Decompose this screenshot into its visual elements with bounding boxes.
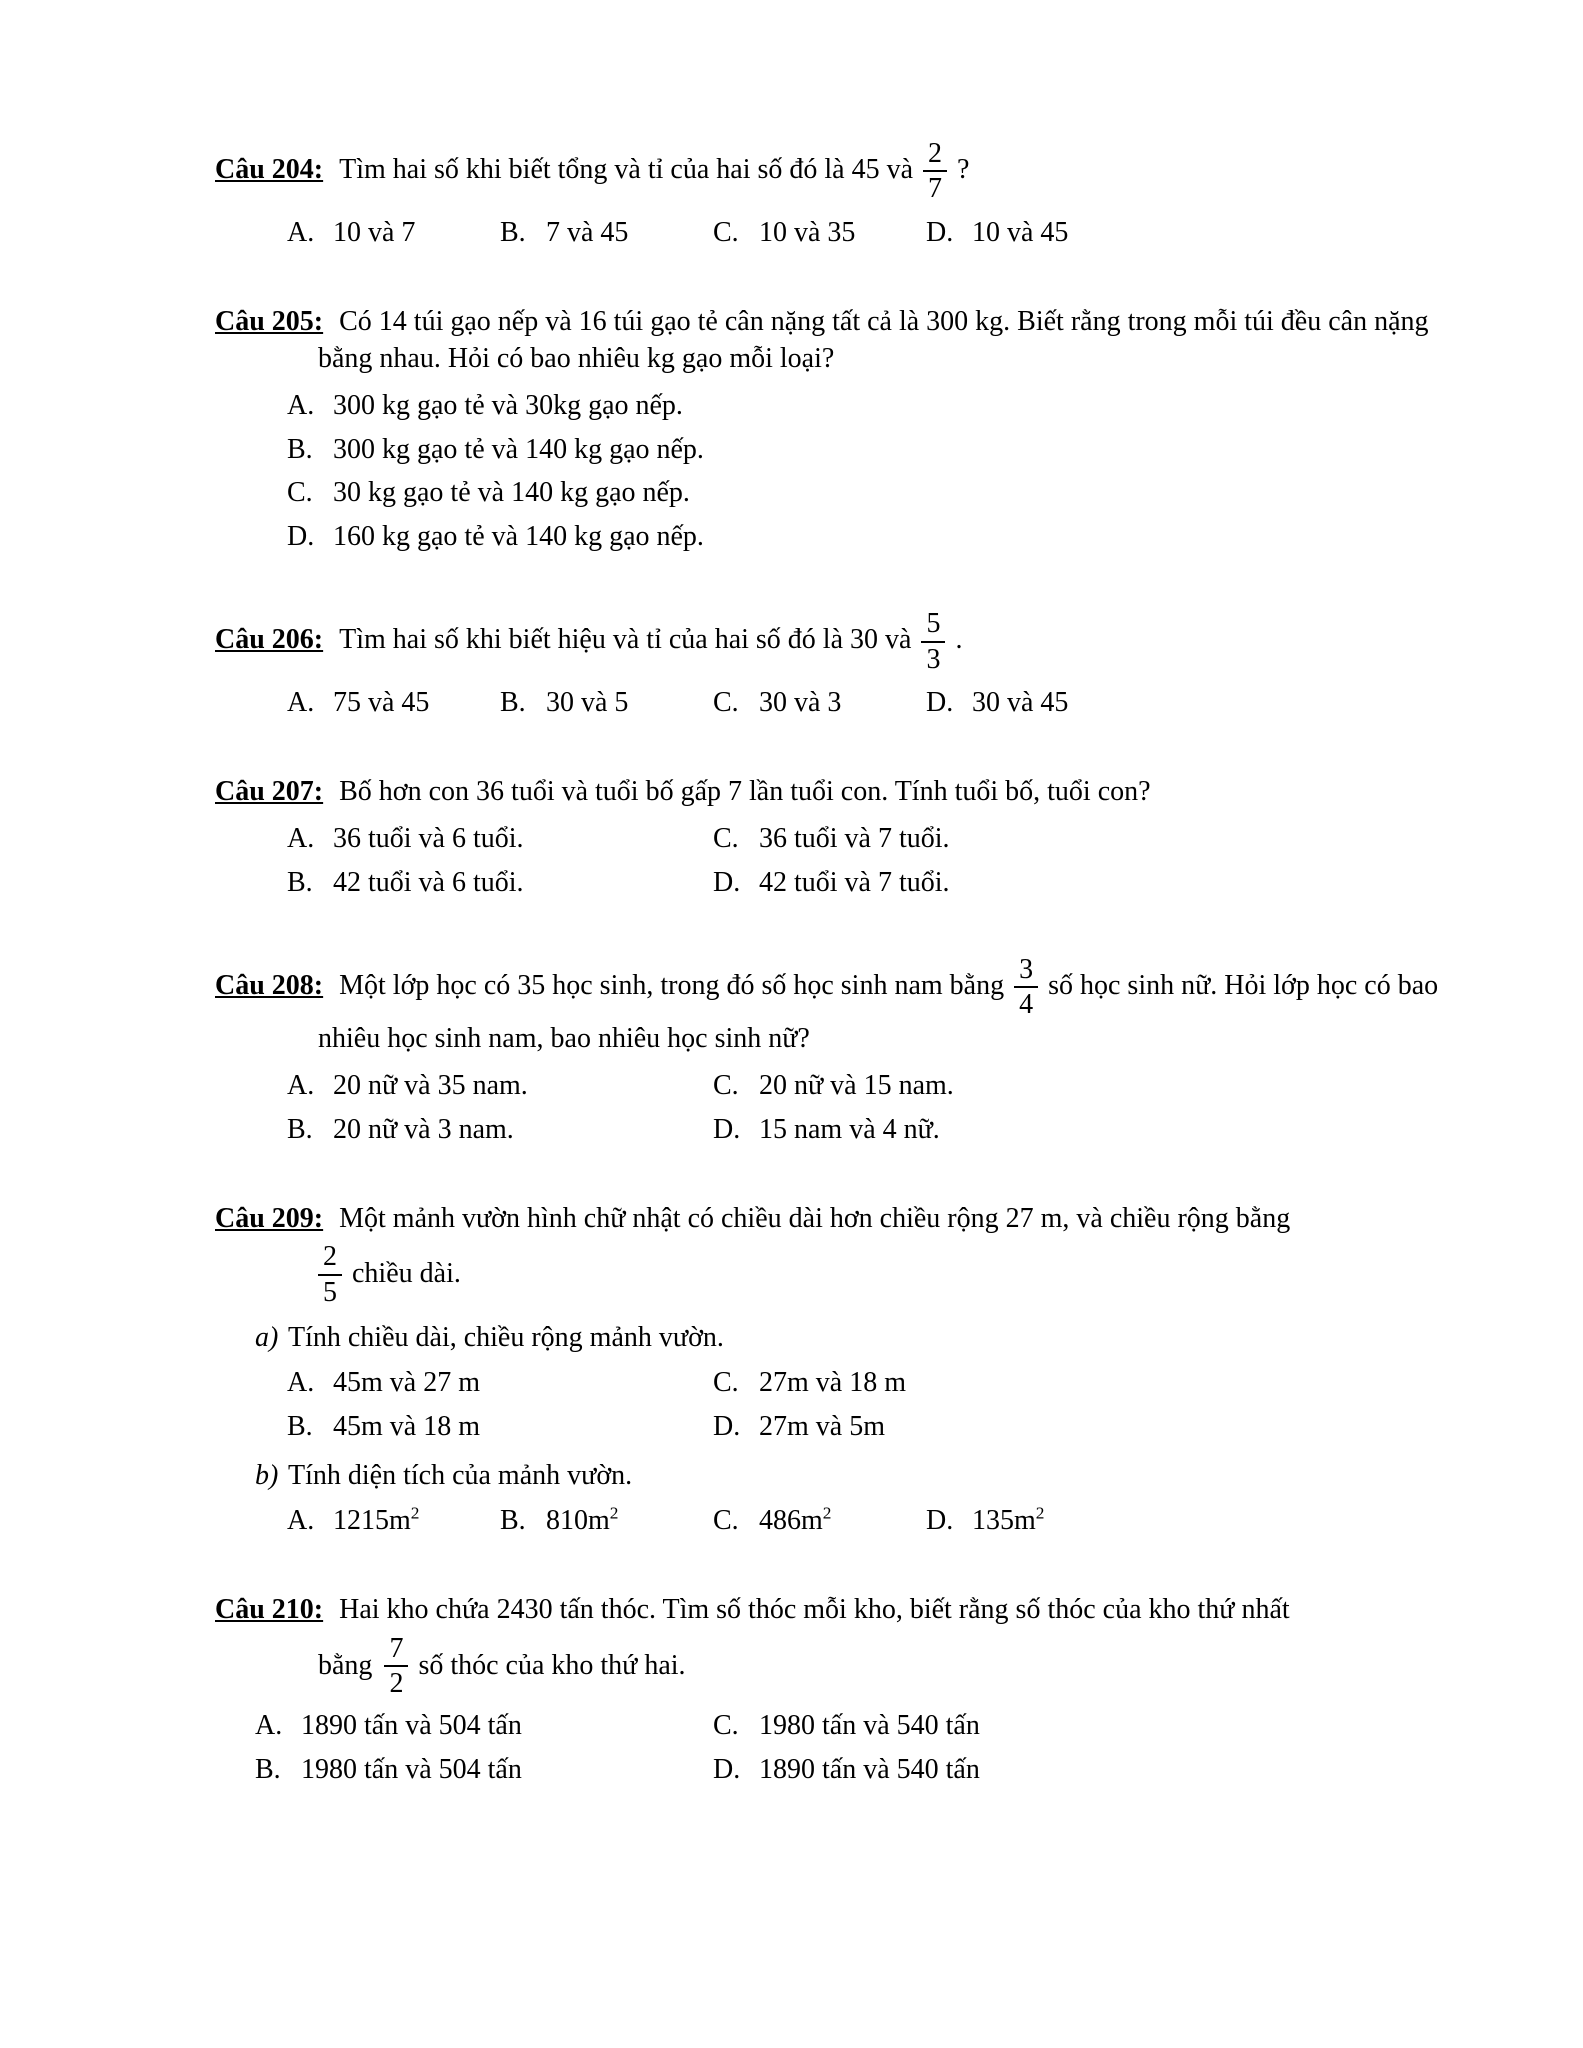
question-210-fraction-line [318, 1633, 1463, 1700]
question-210 [215, 1592, 1463, 1789]
option-text: 75 và 45 [333, 687, 430, 719]
option-label: B. [500, 216, 526, 248]
fraction-2-5 [318, 1241, 342, 1308]
fraction-denominator: 7 [928, 173, 943, 205]
option-label: C. [713, 1709, 739, 1741]
option-text: 42 tuổi và 7 tuổi. [759, 866, 950, 898]
question-206-body-before: Tìm hai số khi biết hiệu và tỉ của hai số đó là 30 và [339, 624, 912, 656]
option-superscript: 2 [1035, 1503, 1045, 1523]
option-label: D. [926, 216, 954, 248]
fraction-denominator: 3 [926, 643, 941, 675]
question-204-options [287, 215, 1463, 252]
option-text: 160 kg gạo tẻ và 140 kg gạo nếp. [333, 521, 704, 553]
question-204 [215, 138, 1463, 252]
option-label: A. [287, 823, 315, 855]
question-208-text [215, 954, 1463, 1058]
question-208-number: Câu 208: [215, 969, 324, 1001]
option-label: D. [926, 687, 954, 719]
option-superscript: 2 [609, 1503, 619, 1523]
part-a-prompt: Tính chiều dài, chiều rộng mảnh vườn. [288, 1322, 724, 1354]
option-209b-A [287, 1503, 500, 1540]
option-label: A. [287, 389, 315, 421]
question-209-fraction-after: chiều dài. [352, 1258, 461, 1290]
question-209-body: Một mảnh vườn hình chữ nhật có chiều dài hơn chiều rộng 27 m, và chiều rộng bằng [339, 1202, 1291, 1234]
option-208-B [287, 1112, 713, 1149]
option-label: B. [287, 433, 313, 465]
option-label: D. [713, 1411, 741, 1443]
question-210-body: Hai kho chứa 2430 tấn thóc. Tìm số thóc mỗi kho, biết rằng số thóc của kho thứ nhất [339, 1593, 1290, 1625]
question-206 [215, 608, 1463, 722]
question-210-text [215, 1592, 1463, 1629]
option-label: A. [287, 1367, 315, 1399]
option-label: B. [255, 1753, 281, 1785]
option-label: B. [287, 1411, 313, 1443]
fraction-denominator: 4 [1019, 989, 1034, 1021]
option-text: 7 và 45 [546, 216, 629, 248]
option-label: A. [287, 216, 315, 248]
option-209a-D [713, 1409, 1387, 1446]
option-text: 1890 tấn và 540 tấn [759, 1753, 980, 1785]
option-210-B [255, 1752, 713, 1789]
option-209a-A [287, 1365, 713, 1402]
option-label: A. [287, 687, 315, 719]
question-208-body-after: số học sinh nữ. Hỏi lớp học có bao nhiêu học sinh nam, bao nhiêu học sinh nữ? [318, 969, 1439, 1054]
question-209-part-a [255, 1320, 1463, 1357]
option-209b-D [926, 1503, 1044, 1540]
option-text: 1980 tấn và 540 tấn [759, 1709, 980, 1741]
question-209a-options [287, 1365, 1387, 1446]
fraction-numerator: 5 [921, 608, 945, 642]
option-204-D [926, 215, 1068, 252]
option-text: 20 nữ và 3 nam. [333, 1113, 514, 1145]
fraction-7-2 [384, 1633, 408, 1700]
option-text: 27m và 18 m [759, 1367, 906, 1399]
option-text: 30 và 45 [972, 687, 1069, 719]
option-207-C [713, 821, 1387, 858]
option-204-B [500, 215, 713, 252]
fraction-5-3 [921, 608, 945, 675]
option-label: A. [287, 1069, 315, 1101]
option-label: B. [287, 1113, 313, 1145]
question-209-number: Câu 209: [215, 1202, 324, 1234]
question-209-text [215, 1201, 1463, 1238]
option-label: C. [713, 823, 739, 855]
option-label: C. [713, 687, 739, 719]
question-207 [215, 774, 1463, 902]
option-text: 1980 tấn và 504 tấn [301, 1753, 522, 1785]
option-text: 810m [546, 1504, 610, 1536]
option-label: D. [926, 1504, 954, 1536]
option-text: 15 nam và 4 nữ. [759, 1113, 940, 1145]
option-label: C. [713, 1069, 739, 1101]
question-206-options [287, 685, 1463, 722]
question-208 [215, 954, 1463, 1149]
option-label: B. [500, 1504, 526, 1536]
question-210-line2-after: số thóc của kho thứ hai. [418, 1649, 686, 1681]
option-206-D [926, 685, 1068, 722]
question-205-options [287, 388, 1463, 557]
option-205-A [287, 388, 1463, 425]
question-206-body-after: . [955, 624, 963, 656]
option-text: 20 nữ và 35 nam. [333, 1069, 528, 1101]
option-208-C [713, 1068, 1387, 1105]
option-209a-C [713, 1365, 1387, 1402]
option-text: 300 kg gạo tẻ và 30kg gạo nếp. [333, 389, 683, 421]
option-204-C [713, 215, 926, 252]
option-204-A [287, 215, 500, 252]
option-209a-B [287, 1409, 713, 1446]
option-text: 30 và 3 [759, 687, 842, 719]
option-text: 27m và 5m [759, 1411, 885, 1443]
option-210-C [713, 1708, 1355, 1745]
option-text: 30 kg gạo tẻ và 140 kg gạo nếp. [333, 477, 690, 509]
option-206-B [500, 685, 713, 722]
question-204-number: Câu 204: [215, 153, 324, 185]
option-text: 30 và 5 [546, 687, 629, 719]
option-label: D. [713, 866, 741, 898]
option-label: C. [713, 1504, 739, 1536]
part-a-marker: a) [255, 1322, 279, 1354]
option-206-C [713, 685, 926, 722]
option-text: 36 tuổi và 7 tuổi. [759, 823, 950, 855]
question-205-text [215, 304, 1463, 378]
option-text: 10 và 35 [759, 216, 856, 248]
option-label: D. [287, 521, 315, 553]
option-207-B [287, 865, 713, 902]
option-207-D [713, 865, 1387, 902]
fraction-numerator: 7 [384, 1633, 408, 1667]
question-206-number: Câu 206: [215, 624, 324, 656]
option-text: 1890 tấn và 504 tấn [301, 1709, 522, 1741]
option-205-B [287, 432, 1463, 469]
question-205 [215, 304, 1463, 557]
option-text: 42 tuổi và 6 tuổi. [333, 866, 524, 898]
fraction-numerator: 2 [318, 1241, 342, 1275]
option-text: 10 và 45 [972, 216, 1069, 248]
question-209b-options [287, 1503, 1463, 1540]
option-label: D. [713, 1753, 741, 1785]
option-label: C. [713, 216, 739, 248]
option-210-A [255, 1708, 713, 1745]
question-209-fraction-line [318, 1241, 1463, 1308]
question-208-options [287, 1068, 1387, 1149]
question-204-text [215, 138, 1463, 205]
option-label: B. [500, 687, 526, 719]
fraction-3-4 [1014, 954, 1038, 1021]
option-text: 300 kg gạo tẻ và 140 kg gạo nếp. [333, 433, 704, 465]
option-text: 135m [972, 1504, 1036, 1536]
question-209-part-b [255, 1458, 1463, 1495]
option-label: A. [287, 1504, 315, 1536]
question-206-text [215, 608, 1463, 675]
option-label: C. [713, 1367, 739, 1399]
question-207-body: Bố hơn con 36 tuổi và tuổi bố gấp 7 lần tuổi con. Tính tuổi bố, tuổi con? [339, 776, 1151, 808]
option-label: C. [287, 477, 313, 509]
question-209 [215, 1201, 1463, 1540]
question-207-number: Câu 207: [215, 776, 324, 808]
option-205-C [287, 475, 1463, 512]
option-label: B. [287, 866, 313, 898]
question-205-number: Câu 205: [215, 305, 324, 337]
part-b-prompt: Tính diện tích của mảnh vườn. [288, 1460, 633, 1492]
question-208-body-before: Một lớp học có 35 học sinh, trong đó số học sinh nam bằng [339, 969, 1005, 1001]
option-210-D [713, 1752, 1355, 1789]
option-label: D. [713, 1113, 741, 1145]
option-text: 486m [759, 1504, 823, 1536]
question-207-text [215, 774, 1463, 811]
fraction-numerator: 2 [923, 138, 947, 172]
question-207-options [287, 821, 1387, 902]
option-206-A [287, 685, 500, 722]
option-label: A. [255, 1709, 283, 1741]
option-207-A [287, 821, 713, 858]
fraction-numerator: 3 [1014, 954, 1038, 988]
option-text: 36 tuổi và 6 tuổi. [333, 823, 524, 855]
option-text: 10 và 7 [333, 216, 416, 248]
fraction-2-7 [923, 138, 947, 205]
question-204-body-after: ? [957, 153, 970, 185]
question-210-options [255, 1708, 1355, 1789]
option-text: 1215m [333, 1504, 411, 1536]
question-210-number: Câu 210: [215, 1593, 324, 1625]
option-205-D [287, 519, 1463, 556]
option-superscript: 2 [410, 1503, 420, 1523]
option-superscript: 2 [822, 1503, 832, 1523]
option-209b-B [500, 1503, 713, 1540]
fraction-denominator: 5 [323, 1276, 337, 1308]
part-b-marker: b) [255, 1460, 279, 1492]
option-text: 45m và 18 m [333, 1411, 480, 1443]
question-210-line2-pre: bằng [318, 1649, 373, 1681]
fraction-denominator: 2 [389, 1668, 404, 1700]
question-205-body: Có 14 túi gạo nếp và 16 túi gạo tẻ cân nặng tất cả là 300 kg. Biết rằng trong mỗi túi đều cân nặng bằng nhau. Hỏi có bao nhiêu kg gạo mỗi loại? [318, 305, 1429, 374]
option-208-A [287, 1068, 713, 1105]
question-204-body-before: Tìm hai số khi biết tổng và tỉ của hai số đó là 45 và [339, 153, 914, 185]
option-208-D [713, 1112, 1387, 1149]
option-209b-C [713, 1503, 926, 1540]
option-text: 20 nữ và 15 nam. [759, 1069, 954, 1101]
option-text: 45m và 27 m [333, 1367, 480, 1399]
